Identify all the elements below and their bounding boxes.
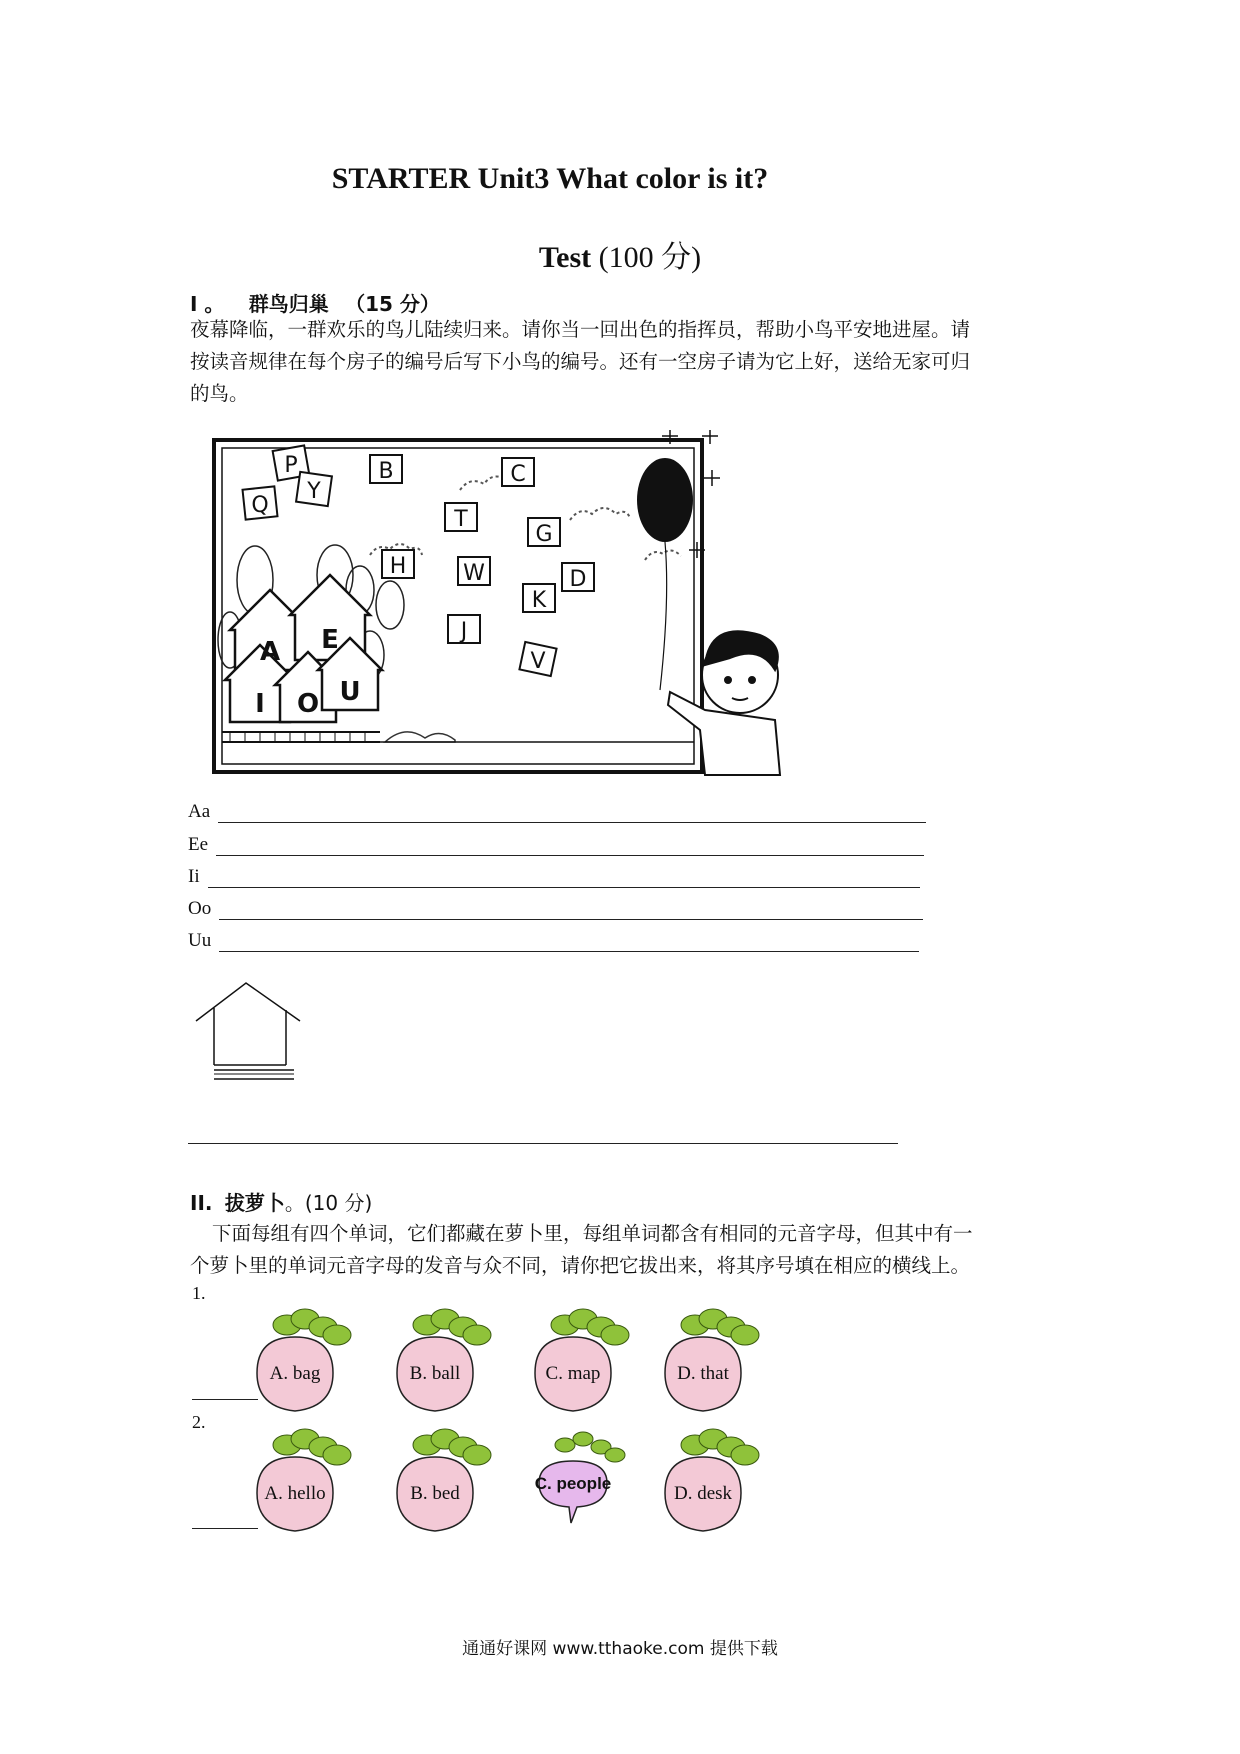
house-letter: E [321,625,339,655]
house-letter: U [339,677,361,707]
answer-row-ii [188,862,920,888]
answer-label: Aa [188,801,211,822]
answer-line[interactable] [216,837,924,856]
subtitle-score: (100 分) [591,241,702,274]
radish-groups [230,1290,850,1550]
instruction-line: 下面每组有四个单词，它们都藏在萝卜里，每组单词都含有相同的元音字母，但其中有一 [212,1222,973,1245]
subtitle-test: Test [538,241,592,274]
radish[interactable] [257,1429,351,1531]
radish-word: A. hello [264,1483,326,1504]
radish[interactable] [397,1309,491,1411]
bird-letter: V [530,649,546,674]
empty-house-drawing[interactable] [190,975,310,1095]
section2-heading [190,1187,372,1216]
bird-letter: T [454,507,468,532]
cloud [570,508,630,520]
boy-illustration [668,631,780,775]
section1-title: 群鸟归巢 [248,292,329,316]
instruction-line: 按读音规律在每个房子的编号后写下小鸟的编号。还有一空房子请为它上好，送给无家可归 [190,350,971,373]
answer-line[interactable] [219,901,923,920]
bird-letter: Q [251,493,269,518]
answer-label: Oo [188,898,212,919]
page-subtitle [0,232,1240,276]
answer-label: Uu [188,930,212,951]
answer-row-aa [188,797,926,823]
group-number: 1. [192,1283,206,1303]
radish-leaf [463,1325,491,1345]
radish-word: B. ball [409,1363,461,1384]
answer-row-uu [188,926,919,952]
section1-number: I 。 [190,292,225,316]
radish-word: B. bed [410,1483,460,1504]
radish-leaf [601,1325,629,1345]
footer: 通通好课网 www.tthaoke.com 提供下载 [462,1639,778,1659]
bird-letter: D [569,567,587,592]
radish-leaf [463,1445,491,1465]
section2-title: 拔萝卜 [224,1191,285,1215]
radish[interactable] [665,1309,759,1411]
empty-house-answer-line[interactable] [188,1143,898,1144]
bird-letter: G [535,522,553,547]
radish-word: A. bag [269,1363,321,1384]
radish-leaf [555,1438,575,1452]
bird-letter: W [463,561,485,586]
bird-letter: Y [307,479,321,504]
radish-leaf [605,1448,625,1462]
radish[interactable] [535,1432,625,1523]
answer-row-oo [188,894,923,920]
group-number: 2. [192,1412,206,1432]
cloud [645,550,681,560]
answer-line[interactable] [219,933,919,952]
radish-leaf [323,1325,351,1345]
radish[interactable] [257,1309,351,1411]
radish-word: D. desk [673,1483,733,1504]
section1-instructions [190,314,1070,410]
answer-label: Ii [188,866,200,887]
answer-row-ee [188,830,924,856]
section1-heading [190,288,440,317]
radish[interactable] [535,1309,629,1411]
radish[interactable] [397,1429,491,1531]
balloon [637,458,693,542]
radish-word: C. people [534,1474,612,1493]
instruction-line: 夜幕降临，一群欢乐的鸟儿陆续归来。请你当一回出色的指挥员，帮助小鸟平安地进屋。请 [190,318,971,341]
radish-word: C. map [545,1363,601,1384]
radish-leaf [731,1325,759,1345]
section1-score: （15 分） [345,292,440,316]
section2-instructions [190,1218,1070,1282]
answer-label: Ee [188,834,209,855]
radish-leaf [323,1445,351,1465]
bird-letter: C [510,462,526,487]
bird-letter: K [531,588,547,613]
bird-letter: H [389,554,407,579]
radish-word: D. that [677,1363,729,1384]
section2-number: II. [190,1191,213,1215]
page-title: STARTER Unit3 What color is it? [331,162,769,195]
instruction-line: 的鸟。 [190,382,249,405]
section2-score: 。(10 分) [284,1191,373,1215]
radish-leaf [731,1445,759,1465]
instruction-line: 个萝卜里的单词元音字母的发音与众不同，请你把它拔出来，将其序号填在相应的横线上。 [190,1254,971,1277]
bird-letter: J [460,619,468,644]
house-letter: A [259,637,281,667]
answer-line[interactable] [208,869,920,888]
answer-line[interactable] [218,804,926,823]
radish[interactable] [665,1429,759,1531]
house-letter: O [296,689,320,719]
bird-letter: B [378,459,394,484]
house-letter: I [255,689,265,719]
birds-and-houses-illustration [200,430,850,790]
radish-leaf [573,1432,593,1446]
bird-letter: P [284,453,298,478]
